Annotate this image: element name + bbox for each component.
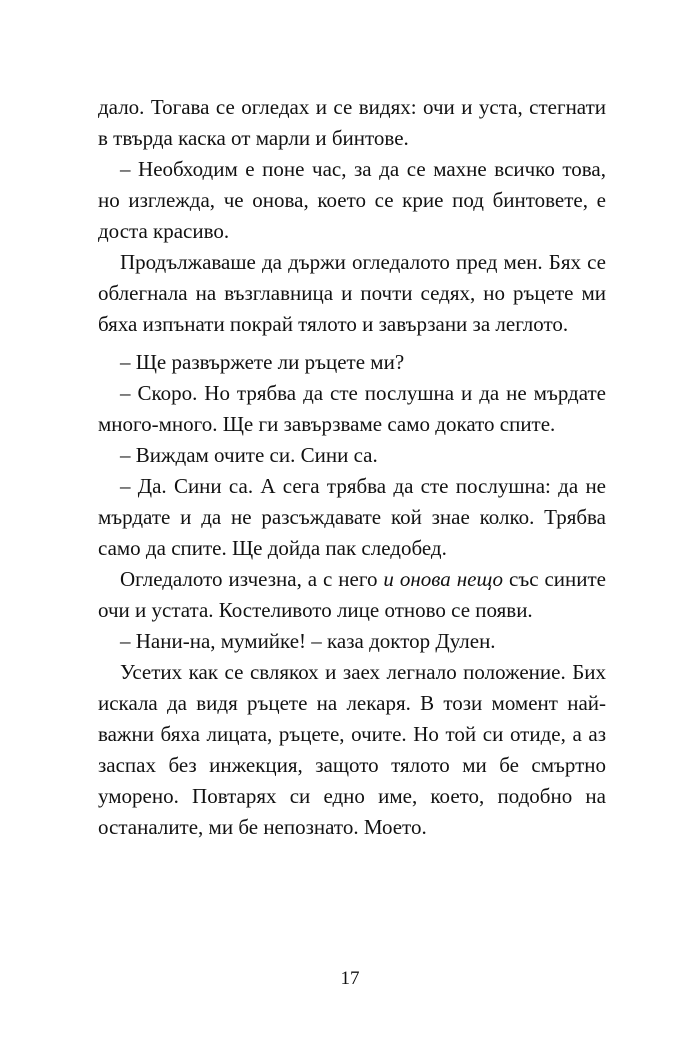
paragraph-doctor-lullaby: – Нани-на, мумийке! – каза доктор Дулен. <box>120 629 496 653</box>
paragraph-continuation: дало. Тогава се огледах и се видях: очи и уста, стегнати в твърда каска от марли и бинтове. <box>98 95 606 150</box>
text-block-bottom <box>98 347 606 843</box>
paragraph-dialogue-blue: – Да. Сини са. А сега трябва да сте послушна: да не мърдате и да не разсъждавате кой знае колко. Трябва само да спите. Ще дойда пак следобед. <box>98 474 606 560</box>
mirror-text-after: със сините очи и устата. Костеливото лице отново се появи. <box>98 567 606 622</box>
paragraph-mirror-held: Продължаваше да държи огледалото пред мен. Бях се облегнала на възглавница и почти седях, но ръцете ми бяха изпънати покрай тялото и завързани за леглото. <box>98 250 606 336</box>
text-block-top <box>98 92 606 340</box>
paragraph-dialogue-eyes: – Виждам очите си. Сини са. <box>120 443 378 467</box>
mirror-text-before: Огледалото изчезна, а с него <box>120 567 384 591</box>
paragraph-mirror-gone <box>98 564 606 626</box>
page-number: 17 <box>340 968 360 989</box>
paragraph-dialogue-soon: – Скоро. Но трябва да сте послушна и да не мърдате много-много. Ще ги завързваме само докато спите. <box>98 381 606 436</box>
mirror-text-italic: и онова нещо <box>383 567 504 591</box>
paragraph-dialogue-bandages: – Необходим е поне час, за да се махне всичко това, но изглежда, че онова, което се крие под бинтовете, е доста красиво. <box>98 157 606 243</box>
paragraph-dialogue-untie: – Ще развържете ли ръцете ми? <box>120 350 405 374</box>
paragraph-falling-asleep: Усетих как се свлякох и заех легнало положение. Бих искала да видя ръцете на лекаря. В този момент най-важни бяха лицата, ръцете, очите. Но той си отиде, а аз заспах без инжекция, защото тялото ми бе смъртно уморено. Повтарях си едно име, което, подобно на останалите, ми бе непознато. Моето. <box>98 660 606 839</box>
